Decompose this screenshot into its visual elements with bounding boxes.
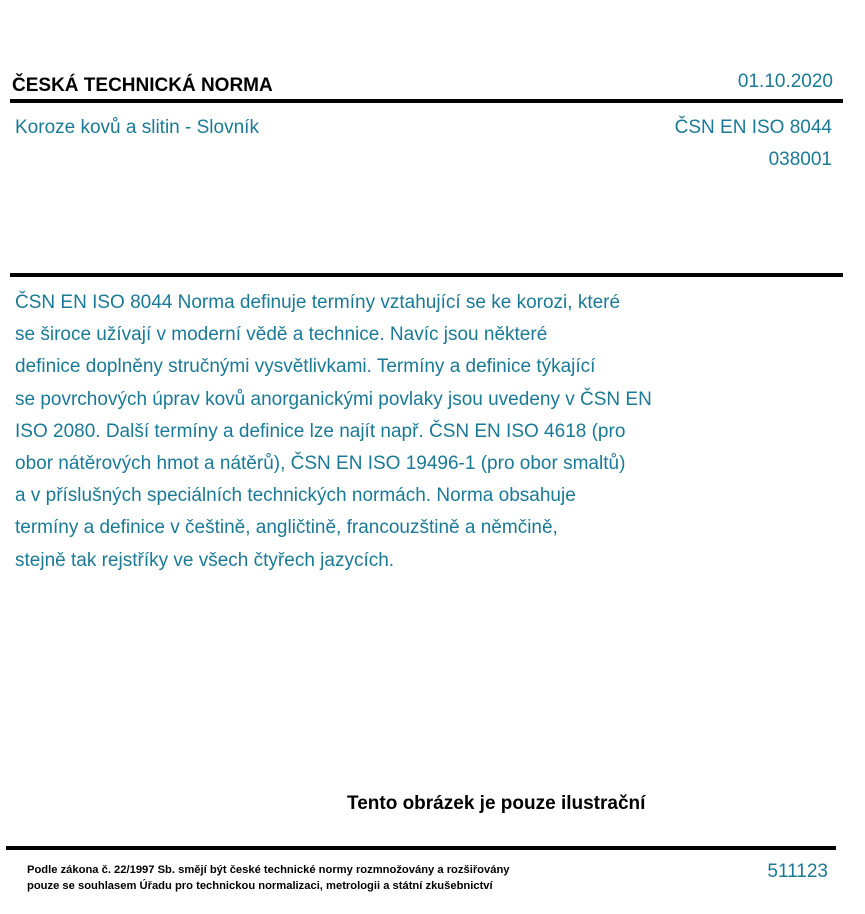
standard-title: Koroze kovů a slitin - Slovník — [15, 117, 259, 138]
abstract-text: ČSN EN ISO 8044 Norma definuje termíny vztahující se ke korozi, které se široce užívají v moderní vědě a technice. Navíc jsou některé definice doplněny stručnými vysvětlivkami. Termíny a definice týkající se povrchových úprav kovů anorganickými povlaky jsou uvedeny v ČSN EN ISO 2080. Další termíny a definice lze najít např. ČSN EN ISO 4618 (pro obor nátěrových hmot a nátěrů), ČSN EN ISO 19496-1 (pro obor smaltů) a v příslušných speciálních technických normách. Norma obsahuje termíny a definice v češtině, angličtině, francouzštině a němčině, stejně tak rejstříky ve všech čtyřech jazycích. — [15, 292, 652, 571]
illustration-note: Tento obrázek je pouze ilustrační — [347, 793, 646, 814]
standard-code: ČSN EN ISO 8044 — [674, 117, 832, 138]
footer-divider — [6, 846, 836, 850]
section-divider — [10, 273, 843, 277]
publication-date: 01.10.2020 — [737, 71, 833, 92]
legal-notice: Podle zákona č. 22/1997 Sb. smějí být české technické normy rozmnožovány a rozšiřovány pouze se souhlasem Úřadu pro technickou normalizaci, metrologii a státní zkušebnictví — [27, 864, 510, 892]
top-divider — [10, 99, 843, 103]
classification-number: 038001 — [768, 149, 832, 170]
document-number: 511123 — [767, 861, 828, 882]
document-type-heading: ČESKÁ TECHNICKÁ NORMA — [12, 75, 273, 96]
